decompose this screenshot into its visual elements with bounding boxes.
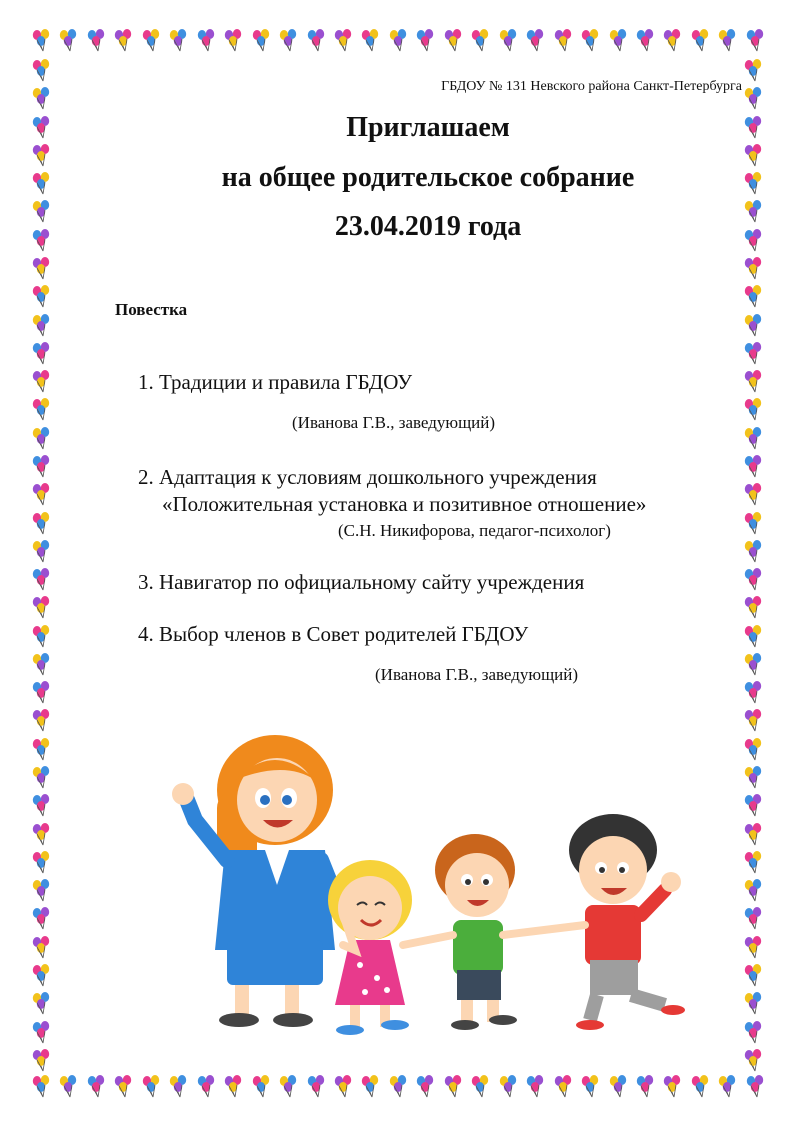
balloons-icon: [524, 28, 550, 54]
title-line-2: на общее родительское собрание: [221, 162, 635, 193]
balloons-icon: [742, 624, 768, 650]
balloons-icon: [552, 1074, 578, 1100]
balloons-icon: [30, 482, 56, 508]
balloons-icon: [57, 1074, 83, 1100]
agenda-item-3: 3. Навигатор по официальному сайту учреждения: [138, 570, 585, 594]
balloons-icon: [742, 86, 768, 112]
balloons-icon: [30, 284, 56, 310]
balloons-icon: [442, 28, 468, 54]
balloons-icon: [30, 539, 56, 565]
balloons-icon: [497, 28, 523, 54]
balloons-icon: [742, 652, 768, 678]
balloons-icon: [57, 28, 83, 54]
balloons-icon: [250, 28, 276, 54]
balloons-icon: [634, 28, 660, 54]
balloons-icon: [30, 426, 56, 452]
balloons-icon: [30, 1020, 56, 1046]
balloons-icon: [167, 1074, 193, 1100]
balloons-icon: [742, 426, 768, 452]
balloons-icon: [277, 1074, 303, 1100]
balloons-icon: [742, 737, 768, 763]
balloons-icon: [30, 1048, 56, 1074]
balloons-icon: [742, 765, 768, 791]
balloons-icon: [387, 28, 413, 54]
balloons-icon: [742, 595, 768, 621]
balloons-icon: [30, 256, 56, 282]
balloons-icon: [742, 850, 768, 876]
balloons-icon: [30, 397, 56, 423]
balloons-icon: [716, 1074, 742, 1100]
balloons-icon: [742, 454, 768, 480]
balloons-icon: [469, 1074, 495, 1100]
teacher-figure: [172, 735, 345, 1027]
balloons-icon: [742, 482, 768, 508]
balloons-icon: [30, 680, 56, 706]
balloons-icon: [30, 822, 56, 848]
balloons-icon: [742, 708, 768, 734]
meeting-date: 23.04.2019 года: [334, 211, 522, 242]
balloons-icon: [661, 28, 687, 54]
balloons-icon: [30, 86, 56, 112]
balloons-icon: [30, 1074, 56, 1100]
balloons-icon: [689, 28, 715, 54]
organization-name: ГБДОУ № 131 Невского района Санкт-Петербурга: [441, 79, 742, 94]
balloons-icon: [305, 1074, 331, 1100]
balloons-icon: [140, 1074, 166, 1100]
balloons-icon: [716, 28, 742, 54]
balloons-icon: [30, 737, 56, 763]
balloons-icon: [30, 341, 56, 367]
balloons-icon: [579, 1074, 605, 1100]
agenda-label: Повестка: [115, 300, 188, 319]
balloons-icon: [742, 963, 768, 989]
agenda-item-2-subtitle: «Положительная установка и позитивное отношение»: [162, 492, 647, 516]
agenda-item-4-responsible: (Иванова Г.В., заведующий): [375, 665, 579, 684]
balloons-icon: [359, 28, 385, 54]
balloons-icon: [195, 1074, 221, 1100]
balloons-icon: [387, 1074, 413, 1100]
balloons-icon: [742, 822, 768, 848]
balloons-icon: [607, 1074, 633, 1100]
balloons-icon: [661, 1074, 687, 1100]
balloons-icon: [30, 454, 56, 480]
agenda-item-1-responsible: (Иванова Г.В., заведующий): [292, 413, 496, 432]
balloons-icon: [607, 28, 633, 54]
balloons-icon: [742, 511, 768, 537]
balloons-icon: [195, 28, 221, 54]
balloons-icon: [742, 284, 768, 310]
balloons-icon: [30, 963, 56, 989]
balloons-icon: [742, 567, 768, 593]
balloons-icon: [112, 1074, 138, 1100]
balloons-icon: [30, 58, 56, 84]
balloons-icon: [742, 906, 768, 932]
balloons-icon: [579, 28, 605, 54]
balloons-icon: [305, 28, 331, 54]
balloons-icon: [222, 28, 248, 54]
balloons-icon: [744, 1074, 770, 1100]
balloons-icon: [634, 1074, 660, 1100]
balloons-icon: [85, 28, 111, 54]
balloons-icon: [30, 906, 56, 932]
balloons-icon: [277, 28, 303, 54]
balloons-icon: [742, 58, 768, 84]
balloons-icon: [30, 991, 56, 1017]
title-line-1: Приглашаем: [346, 112, 510, 143]
balloons-icon: [497, 1074, 523, 1100]
balloons-icon: [414, 28, 440, 54]
balloons-icon: [742, 991, 768, 1017]
balloons-icon: [332, 1074, 358, 1100]
balloons-icon: [30, 935, 56, 961]
balloons-icon: [30, 369, 56, 395]
agenda-item-1: 1. Традиции и правила ГБДОУ: [138, 370, 413, 394]
balloons-icon: [30, 878, 56, 904]
balloons-icon: [742, 1020, 768, 1046]
balloons-icon: [222, 1074, 248, 1100]
balloons-icon: [742, 539, 768, 565]
balloons-icon: [30, 708, 56, 734]
balloons-icon: [744, 28, 770, 54]
balloons-icon: [30, 624, 56, 650]
balloons-icon: [742, 935, 768, 961]
balloons-icon: [742, 369, 768, 395]
balloons-icon: [30, 567, 56, 593]
balloons-icon: [30, 511, 56, 537]
balloons-icon: [742, 256, 768, 282]
balloons-icon: [552, 28, 578, 54]
top-border: [30, 28, 770, 58]
balloons-icon: [742, 1048, 768, 1074]
balloons-icon: [30, 652, 56, 678]
balloons-icon: [742, 878, 768, 904]
balloons-icon: [742, 397, 768, 423]
balloons-icon: [30, 313, 56, 339]
balloons-icon: [140, 28, 166, 54]
balloons-icon: [112, 28, 138, 54]
balloons-icon: [250, 1074, 276, 1100]
balloons-icon: [524, 1074, 550, 1100]
balloons-icon: [742, 680, 768, 706]
balloons-icon: [469, 28, 495, 54]
teacher-with-children-illustration: [165, 720, 695, 1040]
agenda-item-4: 4. Выбор членов в Совет родителей ГБДОУ: [138, 622, 529, 646]
balloons-icon: [414, 1074, 440, 1100]
balloons-icon: [85, 1074, 111, 1100]
balloons-icon: [30, 595, 56, 621]
balloons-icon: [332, 28, 358, 54]
agenda-item-2-responsible: (С.Н. Никифорова, педагог-психолог): [338, 521, 611, 540]
balloons-icon: [30, 793, 56, 819]
balloons-icon: [167, 28, 193, 54]
balloons-icon: [742, 313, 768, 339]
balloons-icon: [742, 793, 768, 819]
balloons-icon: [742, 341, 768, 367]
balloons-icon: [30, 28, 56, 54]
bottom-border: [30, 1074, 770, 1104]
balloons-icon: [359, 1074, 385, 1100]
balloons-icon: [30, 765, 56, 791]
balloons-icon: [30, 850, 56, 876]
balloons-icon: [442, 1074, 468, 1100]
agenda-item-2: 2. Адаптация к условиям дошкольного учреждения: [138, 465, 597, 489]
balloons-icon: [689, 1074, 715, 1100]
